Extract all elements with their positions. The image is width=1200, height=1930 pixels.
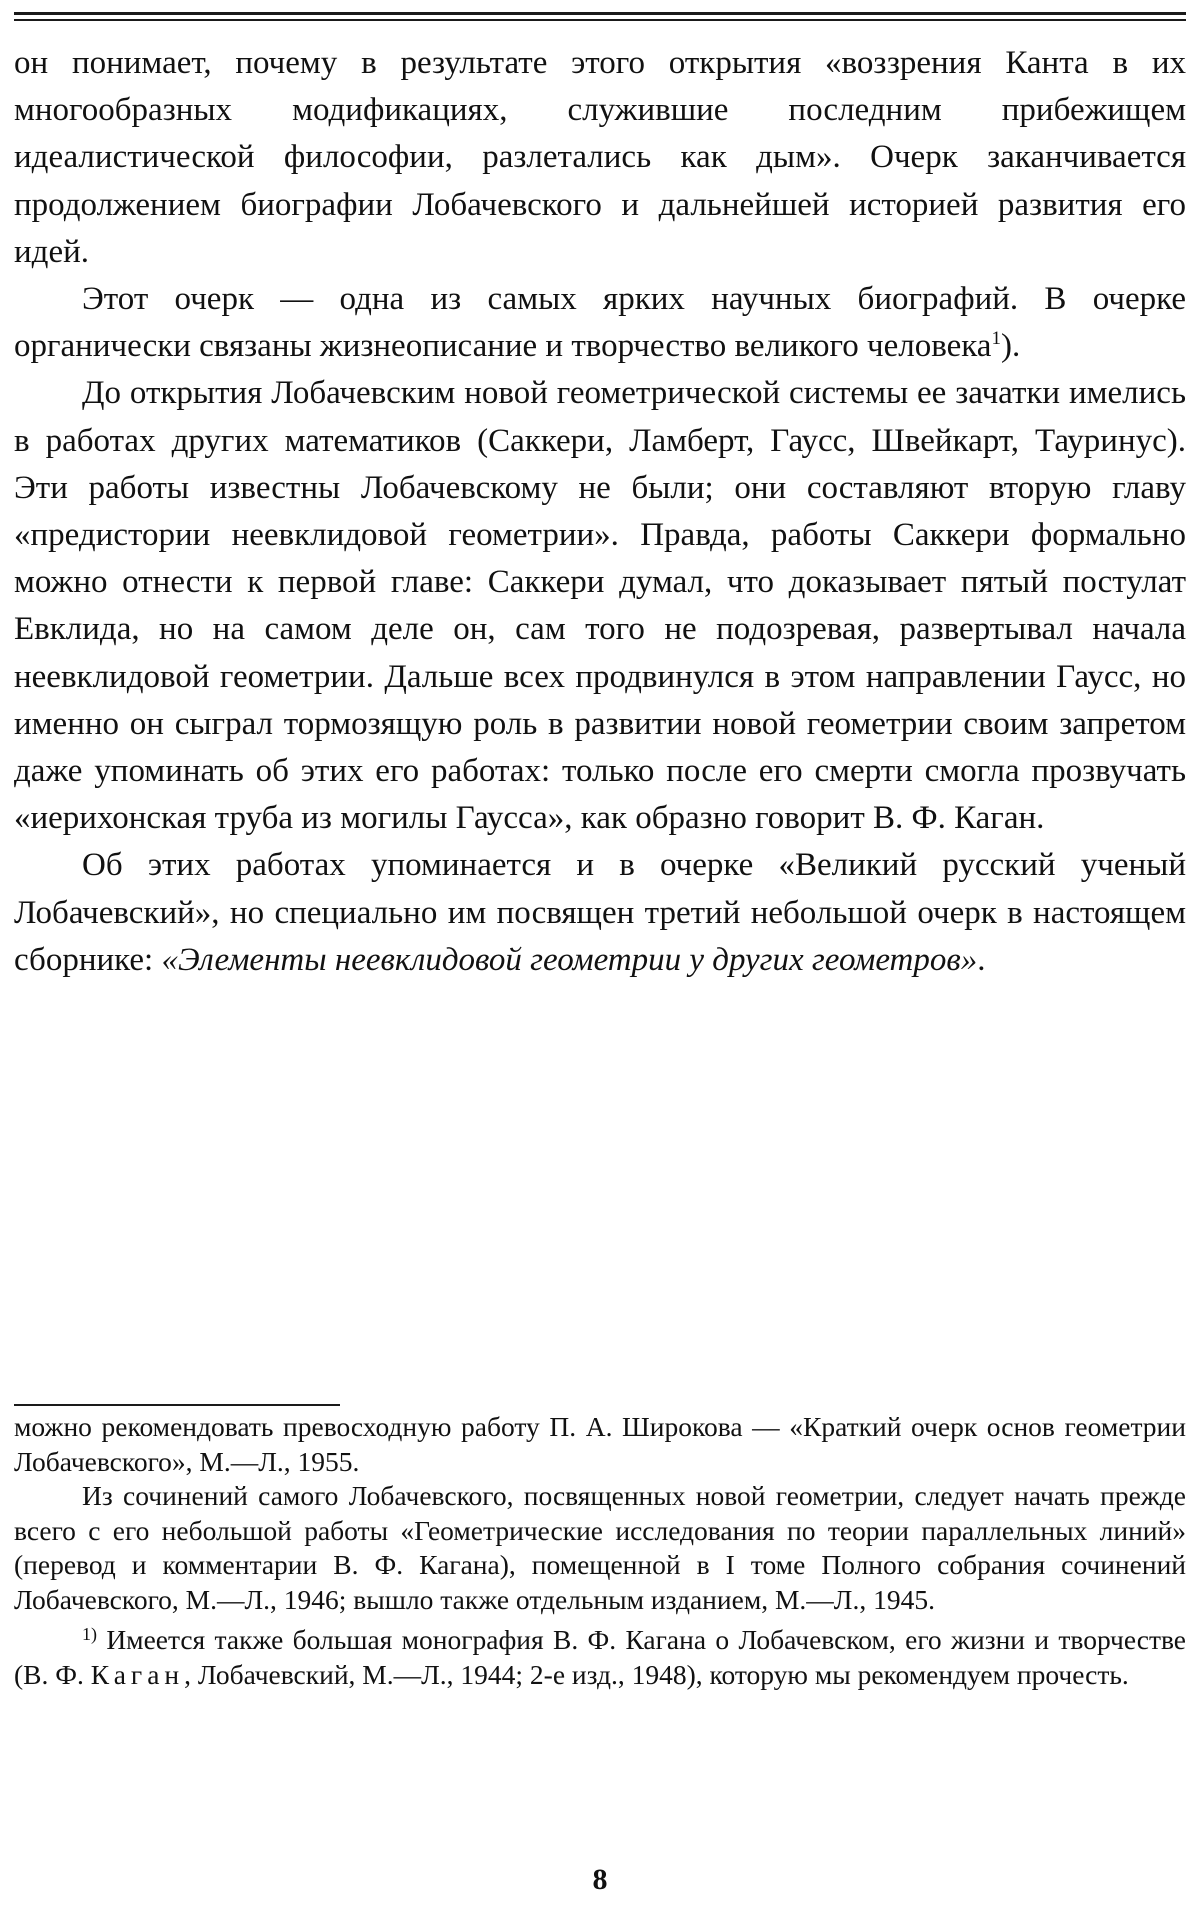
paragraph-2: [14, 276, 1186, 370]
footnote-1-text-b: , Лобачевский, М.—Л., 1944; 2-е изд., 1948), которую мы рекомендуем прочесть.: [184, 1658, 1129, 1690]
footnote-paragraph-2: Из сочинений самого Лобачевского, посвященных новой геометрии, следует начать прежде всего с его небольшой работы «Геометрические исследования по теории параллельных линий» (перевод и комментарии В. Ф. Кагана), помещенной в I томе Полного собрания сочинений Лобачевского, М.—Л., 1946; вышло также отдельным изданием, М.—Л., 1945.: [14, 1480, 1186, 1615]
footnote-1-text-a: Имеется также большая монография В. Ф. Кагана о Лобачевском, его жизни и творчестве (В. Ф.: [14, 1624, 1186, 1690]
footnote-separator: [14, 1404, 340, 1406]
header-rule-bottom: [14, 19, 1186, 21]
paragraph-3: До открытия Лобачевским новой геометрической системы ее зачатки имелись в работах других математиков (Саккери, Ламберт, Гаусс, Швейкарт, Тауринус). Эти работы известны Лобачевскому не были; они составляют вторую главу «предистории неевклидовой геометрии». Правда, работы Саккери формально можно отнести к первой главе: Саккери думал, что доказывает пятый постулат Евклида, но на самом деле он, сам того не подозревая, развертывал начала неевклидовой геометрии. Дальше всех продвинулся в этом направлении Гаусс, но именно он сыграл тормозящую роль в развитии новой геометрии своим запретом даже упоминать об этих его работах: только после его смерти смогла прозвучать «иерихонская труба из могилы Гаусса», как образно говорит В. Ф. Каган.: [14, 375, 1186, 837]
footnotes: [14, 1410, 1186, 1692]
page-number: 8: [592, 1863, 608, 1896]
italic-essay-title: «Элементы неевклидовой геометрии у других геометров»: [161, 941, 978, 978]
footnote-1: [14, 1623, 1186, 1692]
footnote-continuation: можно рекомендовать превосходную работу П. А. Широкова — «Краткий очерк основ геометрии Лобачевского», М.—Л., 1955.: [14, 1411, 1186, 1477]
paragraph-2-text: Этот очерк — одна из самых ярких научных биографий. В очерке органически связаны жизнеописание и творчество великого человека: [14, 281, 1186, 365]
footnote-1-author: Каган: [90, 1658, 185, 1690]
paragraph-2-end: ).: [1000, 328, 1021, 365]
paragraph-4-text: Об этих работах упоминается и в очерке «Великий русский ученый Лобачевский», но специально им посвящен третий небольшой очерк в настоящем сборнике:: [14, 847, 1186, 978]
paragraph-1: он понимает, почему в результате этого открытия «воззрения Канта в их многообразных модификациях, служившие последним прибежищем идеалистической философии, разлетались как дым». Очерк заканчивается продолжением биографии Лобачевского и дальнейшей историей развития его идей.: [14, 45, 1186, 270]
header-rule-top: [14, 12, 1186, 15]
main-text: [14, 40, 1186, 984]
footnote-1-marker: 1): [82, 1624, 97, 1644]
paragraph-4: [14, 842, 1186, 984]
paragraph-4-end: .: [977, 941, 986, 978]
footnote-ref-1[interactable]: 1: [991, 328, 1001, 350]
